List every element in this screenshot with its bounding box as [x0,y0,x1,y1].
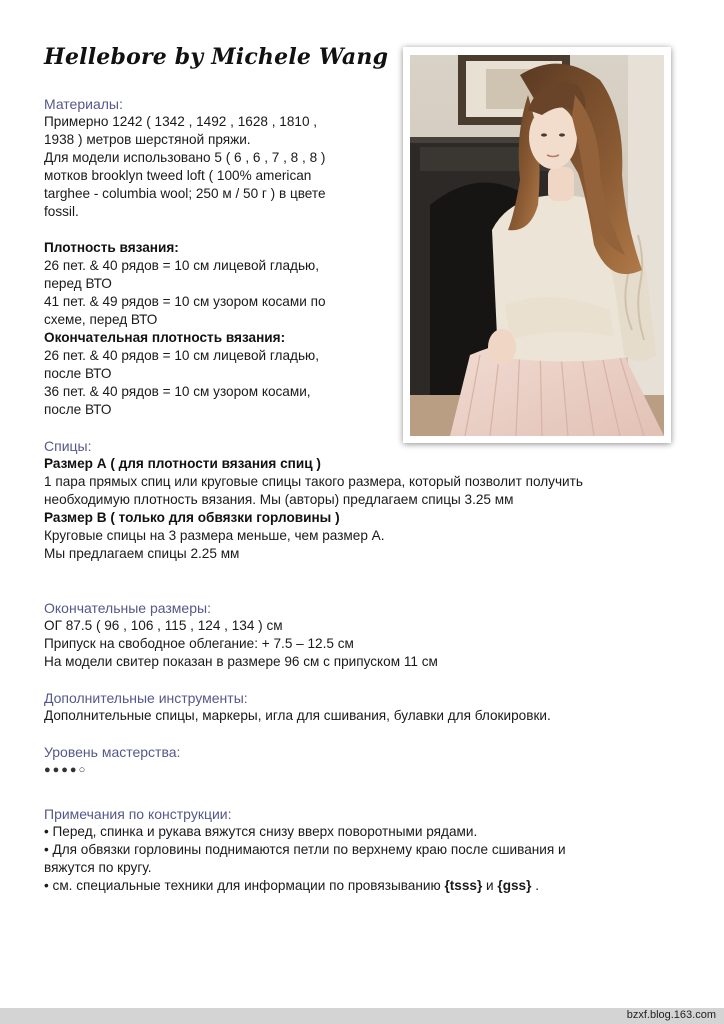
footer-watermark: bzxf.blog.163.com [626,1009,716,1021]
sizes-section [44,599,684,671]
materials-line: мотков brooklyn tweed loft ( 100% american [44,168,312,183]
materials-line: Для модели использовано 5 ( 6 , 6 , 7 , 8 , 8 ) [44,150,326,165]
sizes-line: ОГ 87.5 ( 96 , 106 , 115 , 124 , 134 ) см [44,618,283,633]
notes-bullet: • Для обвязки горловины поднимаются петли по верхнему краю после сшивания и [44,842,566,857]
materials-line: Примерно 1242 ( 1342 , 1492 , 1628 , 1810 , [44,114,318,129]
footer-bar [0,1008,724,1024]
materials-line: fossil. [44,204,79,219]
gauge-section [44,239,389,419]
needles-heading: Спицы: [44,438,92,454]
final-gauge-line: после ВТО [44,402,112,417]
tools-heading: Дополнительные инструменты: [44,690,248,706]
gauge-line: 26 пет. & 40 рядов = 10 см лицевой гладью, [44,258,320,273]
notes-bullet-text: • см. специальные техники для информации по провязыванию [44,878,445,893]
sizes-line: На модели свитер показан в размере 96 см с припуском 11 см [44,654,438,669]
materials-heading: Материалы: [44,96,123,112]
size-b-heading: Размер В ( только для обвязки горловины ) [44,510,340,525]
pattern-text [44,95,684,895]
tools-line: Дополнительные спицы, маркеры, игла для сшивания, булавки для блокировки. [44,708,551,723]
final-gauge-line: 36 пет. & 40 рядов = 10 см узором косами, [44,384,311,399]
notes-section [44,805,684,895]
gauge-line: схеме, перед ВТО [44,312,158,327]
materials-line: targhee - columbia wool; 250 м / 50 г ) в цвете [44,186,326,201]
size-a-line: необходимую плотность вязания. Мы (авторы) предлагаем спицы 3.25 мм [44,492,514,507]
tsss-reference-link[interactable]: {tsss} [444,878,483,893]
skill-section [44,743,684,779]
materials-section [44,95,389,221]
final-gauge-line: 26 пет. & 40 рядов = 10 см лицевой гладью, [44,348,320,363]
notes-suffix-text: . [531,878,539,893]
size-a-heading: Размер А ( для плотности вязания спиц ) [44,456,321,471]
tools-section [44,689,684,725]
sizes-line: Припуск на свободное облегание: + 7.5 – 12.5 см [44,636,354,651]
skill-level-dots: ●●●●○ [44,764,88,776]
notes-bullet-continued: вяжутся по кругу. [44,860,152,875]
sizes-heading: Окончательные размеры: [44,600,211,616]
size-b-line: Круговые спицы на 3 размера меньше, чем размер А. [44,528,385,543]
materials-line: 1938 ) метров шерстяной пряжи. [44,132,251,147]
size-a-line: 1 пара прямых спиц или круговые спицы такого размера, который позволит получить [44,474,583,489]
size-b-line: Мы предлагаем спицы 2.25 мм [44,546,240,561]
page-title: Hellebore by Michele Wang [44,44,389,70]
notes-bullet: • Перед, спинка и рукава вяжутся снизу вверх поворотными рядами. [44,824,478,839]
gauge-line: 41 пет. & 49 рядов = 10 см узором косами по [44,294,326,309]
notes-bullet [44,877,684,895]
notes-and-text: и [482,878,498,893]
final-gauge-heading: Окончательная плотность вязания: [44,330,286,345]
gss-reference-link[interactable]: {gss} [497,878,532,893]
skill-heading: Уровень мастерства: [44,744,181,760]
final-gauge-line: после ВТО [44,366,112,381]
gauge-heading: Плотность вязания: [44,240,179,255]
needles-section [44,437,684,563]
notes-heading: Примечания по конструкции: [44,806,232,822]
gauge-line: перед ВТО [44,276,112,291]
